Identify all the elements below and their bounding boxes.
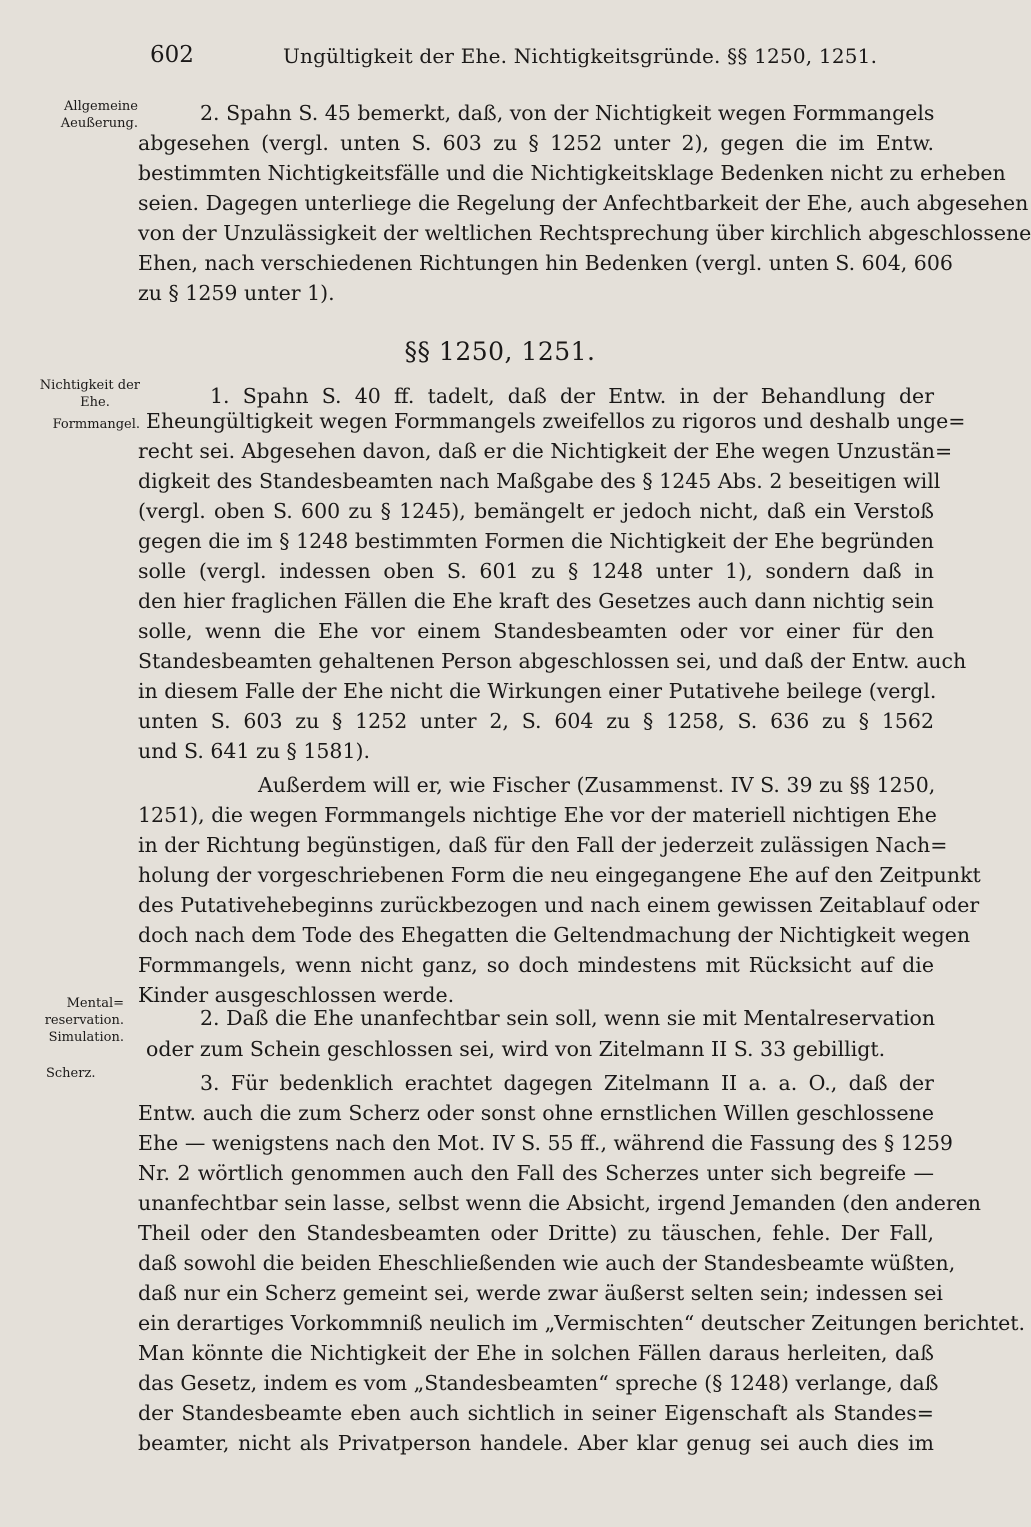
text-line: oder zum Schein geschlossen sei, wird von Zitelmann II S. 33 gebilligt. (146, 1037, 886, 1061)
text-line: Außerdem will er, wie Fischer (Zusammenst. IV S. 39 zu §§ 1250, (258, 773, 936, 797)
margin-note-line: reservation. (44, 1013, 124, 1028)
text-line: Nr. 2 wörtlich genommen auch den Fall des Scherzes unter sich begreife — (138, 1161, 934, 1185)
section-heading: §§ 1250, 1251. (404, 337, 596, 366)
text-line: von der Unzulässigkeit der weltlichen Rechtsprechung über kirchlich abgeschlossene (138, 221, 1031, 245)
text-line: der Standesbeamte eben auch sichtlich in seiner Eigenschaft als Standes= (138, 1401, 934, 1425)
text-line: zu § 1259 unter 1). (138, 281, 335, 305)
text-line: beamter, nicht als Privatperson handele. Aber klar genug sei auch dies im (138, 1431, 934, 1455)
text-line: unanfechtbar sein lasse, selbst wenn die Absicht, irgend Jemanden (den anderen (138, 1191, 981, 1215)
text-line: solle, wenn die Ehe vor einem Standesbeamten oder vor einer für den (138, 619, 934, 643)
text-line: den hier fraglichen Fällen die Ehe kraft des Gesetzes auch dann nichtig sein (138, 589, 934, 613)
text-line: holung der vorgeschriebenen Form die neu eingegangene Ehe auf den Zeitpunkt (138, 863, 981, 887)
text-line: digkeit des Standesbeamten nach Maßgabe des § 1245 Abs. 2 beseitigen will (138, 469, 941, 493)
page-header (0, 40, 1000, 80)
text-line: Theil oder den Standesbeamten oder Dritte) zu täuschen, fehle. Der Fall, (138, 1221, 934, 1245)
text-line: 2. Spahn S. 45 bemerkt, daß, von der Nichtigkeit wegen Formmangels (200, 101, 935, 125)
page-number: 602 (150, 42, 194, 68)
margin-note-line: Formmangel. (52, 417, 140, 432)
text-line: Standesbeamten gehaltenen Person abgeschlossen sei, und daß der Entw. auch (138, 649, 967, 673)
text-line: solle (vergl. indessen oben S. 601 zu § 1248 unter 1), sondern daß in (138, 559, 934, 583)
running-title: Ungültigkeit der Ehe. Nichtigkeitsgründe. §§ 1250, 1251. (283, 44, 878, 68)
text-line: 3. Für bedenklich erachtet dagegen Zitelmann II a. a. O., daß der (200, 1071, 934, 1095)
text-line: 2. Daß die Ehe unanfechtbar sein soll, wenn sie mit Mentalreservation (200, 1006, 936, 1030)
margin-note-line: Aeußerung. (60, 116, 138, 131)
text-line: Eheungültigkeit wegen Formmangels zweifellos zu rigoros und deshalb unge= (146, 409, 966, 433)
margin-note-line: Ehe. (80, 395, 110, 410)
margin-note-line: Allgemeine (64, 99, 138, 114)
text-line: Man könnte die Nichtigkeit der Ehe in solchen Fällen daraus herleiten, daß (138, 1341, 934, 1365)
text-line: doch nach dem Tode des Ehegatten die Geltendmachung der Nichtigkeit wegen (138, 923, 971, 947)
text-line: in der Richtung begünstigen, daß für den Fall der jederzeit zulässigen Nach= (138, 833, 948, 857)
text-line: unten S. 603 zu § 1252 unter 2, S. 604 zu § 1258, S. 636 zu § 1562 (138, 709, 934, 733)
margin-note-line: Nichtigkeit der (39, 378, 140, 393)
text-line: des Putativehebeginns zurückbezogen und nach einem gewissen Zeitablauf oder (138, 893, 980, 917)
text-line: (vergl. oben S. 600 zu § 1245), bemängelt er jedoch nicht, daß ein Verstoß (138, 499, 934, 523)
text-line: recht sei. Abgesehen davon, daß er die Nichtigkeit der Ehe wegen Unzustän= (138, 439, 953, 463)
text-line: Ehe — wenigstens nach den Mot. IV S. 55 ff., während die Fassung des § 1259 (138, 1131, 953, 1155)
text-line: bestimmten Nichtigkeitsfälle und die Nichtigkeitsklage Bedenken nicht zu erheben (138, 161, 1006, 185)
margin-note-line: Mental= (66, 996, 124, 1011)
text-line: Formmangels, wenn nicht ganz, so doch mindestens mit Rücksicht auf die (138, 953, 934, 977)
text-line: daß nur ein Scherz gemeint sei, werde zwar äußerst selten sein; indessen sei (138, 1281, 943, 1305)
text-line: Entw. auch die zum Scherz oder sonst ohne ernstlichen Willen geschlossene (138, 1101, 934, 1125)
text-line: daß sowohl die beiden Eheschließenden wie auch der Standesbeamte wüßten, (138, 1251, 956, 1275)
text-line: das Gesetz, indem es vom „Standesbeamten“ spreche (§ 1248) verlange, daß (138, 1371, 939, 1395)
text-line: 1251), die wegen Formmangels nichtige Ehe vor der materiell nichtigen Ehe (138, 803, 937, 827)
text-line: und S. 641 zu § 1581). (138, 739, 371, 763)
text-line: in diesem Falle der Ehe nicht die Wirkungen einer Putativehe beilege (vergl. (138, 679, 937, 703)
margin-note-allgemeine (58, 98, 138, 132)
text-line: Ehen, nach verschiedenen Richtungen hin Bedenken (vergl. unten S. 604, 606 (138, 251, 953, 275)
margin-note-nichtigkeit (30, 377, 140, 433)
margin-note-scherz: Scherz. (46, 1066, 96, 1081)
text-line: seien. Dagegen unterliege die Regelung der Anfechtbarkeit der Ehe, auch abgesehen (138, 191, 1029, 215)
text-line: Kinder ausgeschlossen werde. (138, 983, 455, 1007)
margin-note-mental (28, 995, 124, 1046)
text-line: gegen die im § 1248 bestimmten Formen die Nichtigkeit der Ehe begründen (138, 529, 934, 553)
text-line: ein derartiges Vorkommniß neulich im „Vermischten“ deutscher Zeitungen berichtet. (138, 1311, 1026, 1335)
margin-note-line: Simulation. (48, 1030, 124, 1045)
text-line: abgesehen (vergl. unten S. 603 zu § 1252 unter 2), gegen die im Entw. (138, 131, 934, 155)
text-line: 1. Spahn S. 40 ff. tadelt, daß der Entw. in der Behandlung der (210, 384, 934, 408)
